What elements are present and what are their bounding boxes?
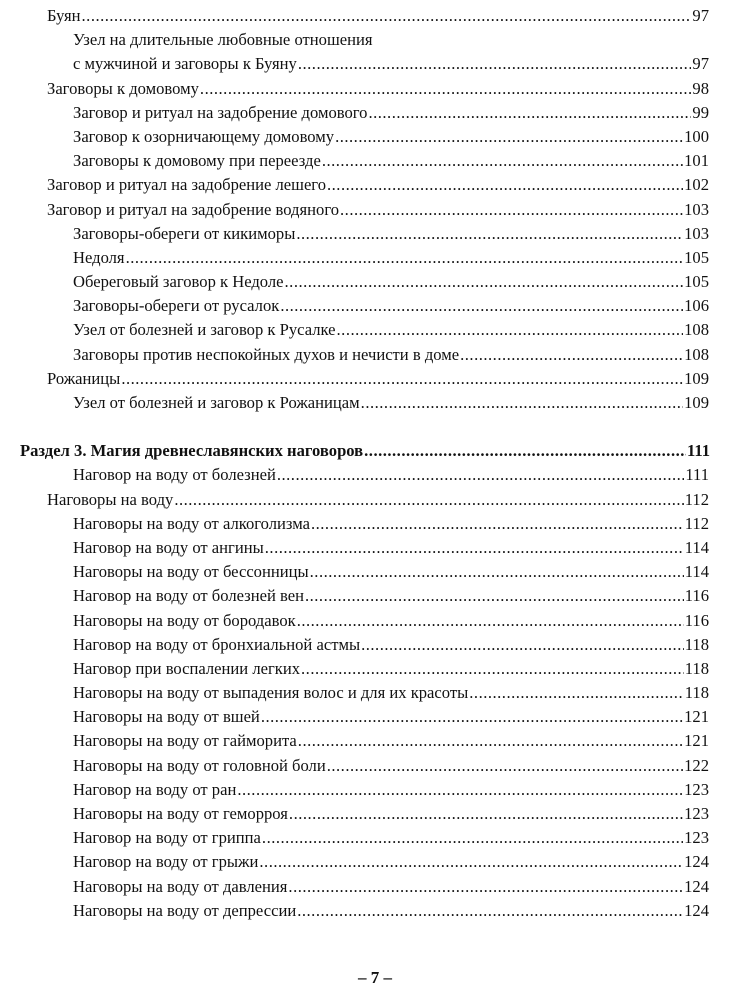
toc-entry-page: 124	[684, 900, 709, 920]
toc-entry	[73, 560, 709, 584]
toc-entry-title: Наговоры на воду от бородавок	[73, 610, 296, 630]
toc-entry	[73, 899, 709, 923]
toc-entry-page: 124	[684, 876, 709, 896]
toc-entry	[73, 463, 709, 487]
toc-leader-dots	[262, 826, 683, 850]
toc-entry-page: 97	[692, 6, 709, 25]
toc-entry-title: Наговоры на воду от депрессии	[73, 900, 297, 920]
toc-leader-dots	[322, 149, 683, 173]
toc-entry-title: Наговор при воспалении легких	[73, 658, 301, 678]
toc-group-a	[0, 4, 750, 415]
toc-entry-page: 106	[684, 296, 709, 316]
toc-leader-dots	[296, 222, 683, 246]
table-of-contents	[0, 4, 750, 923]
toc-entry-title: Наговор на воду от ран	[73, 779, 237, 799]
toc-leader-dots	[361, 633, 684, 657]
toc-entry-page: 112	[684, 489, 709, 509]
toc-entry	[73, 875, 709, 899]
toc-entry	[73, 294, 709, 318]
toc-entry	[73, 52, 709, 76]
page-number-footer: – 7 –	[358, 968, 392, 987]
toc-entry-title: Заговоры к домовому при переезде	[73, 151, 321, 171]
toc-entry	[73, 222, 709, 246]
toc-leader-dots	[200, 77, 691, 101]
toc-leader-dots	[174, 488, 683, 512]
toc-entry-page: 121	[684, 731, 709, 751]
toc-entry-title: Наговор на воду от болезней	[73, 465, 276, 485]
toc-entry-page: 103	[684, 223, 709, 243]
toc-leader-dots	[261, 705, 683, 729]
toc-leader-dots	[297, 609, 684, 633]
toc-leader-dots	[289, 802, 683, 826]
toc-leader-dots	[327, 754, 683, 778]
toc-entry-title: Узел от болезней и заговор к Рожаницам	[73, 393, 360, 412]
toc-leader-dots	[297, 899, 683, 923]
toc-entry	[73, 512, 709, 536]
toc-entry	[73, 681, 709, 705]
toc-entry-page: 111	[685, 465, 709, 485]
toc-leader-dots	[298, 729, 683, 753]
toc-entry-title: Обереговый заговор к Недоле	[73, 272, 284, 292]
toc-entry-title: Недоля	[73, 247, 125, 267]
toc-section-heading	[20, 439, 710, 463]
toc-leader-dots	[280, 294, 683, 318]
toc-entry	[73, 705, 709, 729]
toc-entry-page: 121	[684, 707, 709, 727]
toc-entry-title: Наговор на воду от гриппа	[73, 828, 261, 848]
toc-entry-title: Наговоры на воду от гайморита	[73, 731, 297, 751]
toc-leader-dots	[237, 778, 683, 802]
toc-leader-dots	[121, 367, 683, 391]
toc-entry-title: Наговоры на воду от давления	[73, 876, 288, 896]
toc-entry	[73, 318, 709, 342]
toc-entry	[47, 488, 709, 512]
toc-entry	[73, 778, 709, 802]
toc-entry	[73, 343, 709, 367]
toc-leader-dots	[305, 584, 684, 608]
toc-entry	[73, 536, 709, 560]
toc-entry-title: Рожаницы	[47, 368, 121, 388]
toc-entry-page: 109	[684, 368, 709, 388]
toc-leader-dots	[82, 4, 692, 28]
toc-leader-dots	[340, 198, 683, 222]
toc-entry-title: Наговоры на воду от бессонницы	[73, 562, 309, 582]
toc-entry	[73, 826, 709, 850]
toc-entry-title: Заговор и ритуал на задобрение лешего	[47, 175, 326, 195]
toc-entry-page: 122	[684, 755, 709, 775]
toc-leader-dots	[126, 246, 684, 270]
toc-entry	[73, 609, 709, 633]
toc-entry	[73, 729, 709, 753]
toc-entry-page: 118	[684, 658, 709, 678]
toc-entry-title: Наговоры на воду от вшей	[73, 707, 260, 727]
toc-entry-page: 97	[692, 54, 709, 74]
toc-leader-dots	[361, 391, 683, 415]
toc-leader-dots	[337, 318, 684, 342]
toc-entry-title: Узел на длительные любовные отношения	[73, 30, 373, 50]
toc-entry-page: 123	[684, 828, 709, 848]
toc-entry-page: 124	[684, 852, 709, 872]
toc-entry	[47, 4, 709, 28]
toc-entry-title: Заговоры-обереги от кикиморы	[73, 223, 296, 243]
toc-entry-page: 112	[684, 513, 709, 533]
toc-entry	[73, 125, 709, 149]
toc-entry-page: 116	[684, 610, 709, 630]
toc-entry-page: 116	[684, 586, 709, 606]
toc-section-title: Раздел 3. Магия древнеславянских наговоров	[20, 441, 364, 461]
toc-entry	[73, 28, 709, 52]
toc-entry-page: 108	[684, 344, 709, 364]
toc-entry-page: 101	[684, 151, 709, 171]
toc-entry	[73, 149, 709, 173]
toc-entry-title: Наговор на воду от ангины	[73, 537, 264, 557]
toc-leader-dots	[259, 850, 683, 874]
toc-entry-page: 105	[684, 272, 709, 292]
toc-leader-dots	[277, 463, 684, 487]
toc-leader-dots	[460, 343, 683, 367]
toc-leader-dots	[285, 270, 684, 294]
toc-entry-page: 103	[684, 199, 709, 219]
toc-entry-title: с мужчиной и заговоры к Буяну	[73, 54, 297, 74]
toc-leader-dots	[327, 173, 683, 197]
toc-entry	[73, 850, 709, 874]
toc-entry-title: Заговор и ритуал на задобрение домового	[73, 102, 368, 122]
toc-entry	[47, 367, 709, 391]
toc-entry	[73, 270, 709, 294]
toc-entry	[73, 754, 709, 778]
toc-entry-page: 100	[684, 126, 709, 146]
toc-entry-title: Наговоры на воду	[47, 489, 174, 509]
toc-entry-title: Наговор на воду от бронхиальной астмы	[73, 634, 361, 654]
toc-leader-dots	[265, 536, 684, 560]
toc-entry-page: 105	[684, 247, 709, 267]
toc-entry	[47, 173, 709, 197]
toc-entry-title: Заговор к озорничающему домовому	[73, 126, 335, 146]
toc-entry	[73, 101, 709, 125]
toc-leader-dots	[311, 512, 684, 536]
toc-entry-title: Узел от болезней и заговор к Русалке	[73, 320, 336, 340]
toc-entry	[73, 802, 709, 826]
section-gap	[0, 415, 750, 439]
toc-entry-title: Заговоры-обереги от русалок	[73, 296, 280, 316]
toc-entry-page: 99	[692, 102, 709, 122]
toc-entry	[73, 633, 709, 657]
toc-leader-dots	[301, 657, 684, 681]
toc-entry-page: 118	[684, 683, 709, 703]
toc-entry	[47, 77, 709, 101]
toc-leader-dots	[310, 560, 684, 584]
toc-entry-title: Наговоры на воду от выпадения волос и для их красоты	[73, 683, 469, 703]
toc-entry-page: 109	[684, 393, 709, 412]
toc-group-b	[0, 463, 750, 923]
toc-entry	[73, 246, 709, 270]
toc-entry	[73, 584, 709, 608]
toc-leader-dots	[335, 125, 683, 149]
toc-leader-dots	[368, 101, 691, 125]
toc-entry-title: Заговор и ритуал на задобрение водяного	[47, 199, 340, 219]
toc-entry-title: Наговоры на воду от алкоголизма	[73, 513, 310, 533]
toc-entry-page: 102	[684, 175, 709, 195]
toc-section-page: 111	[686, 441, 710, 461]
toc-entry-page: 118	[684, 634, 709, 654]
toc-entry-title: Буян	[47, 6, 81, 25]
toc-entry-title: Наговор на воду от грыжи	[73, 852, 259, 872]
toc-entry-title: Наговор на воду от болезней вен	[73, 586, 304, 606]
toc-leader-dots	[364, 439, 686, 463]
toc-leader-dots	[298, 52, 692, 76]
toc-entry-title: Наговоры на воду от геморроя	[73, 804, 288, 823]
toc-entry	[73, 657, 709, 681]
toc-entry-title: Наговоры на воду от головной боли	[73, 755, 326, 775]
toc-entry-page: 123	[684, 779, 709, 799]
toc-entry-title: Заговоры против неспокойных духов и нечисти в доме	[73, 344, 460, 364]
toc-leader-dots	[288, 875, 683, 899]
toc-entry-title: Заговоры к домовому	[47, 78, 199, 98]
toc-entry-page: 114	[684, 562, 709, 582]
toc-entry	[73, 391, 709, 415]
toc-entry-page: 98	[692, 78, 709, 98]
toc-entry-page: 123	[684, 804, 709, 823]
toc-leader-dots	[469, 681, 683, 705]
toc-entry-page: 114	[684, 537, 709, 557]
toc-entry	[47, 198, 709, 222]
toc-entry-page: 108	[684, 320, 709, 340]
